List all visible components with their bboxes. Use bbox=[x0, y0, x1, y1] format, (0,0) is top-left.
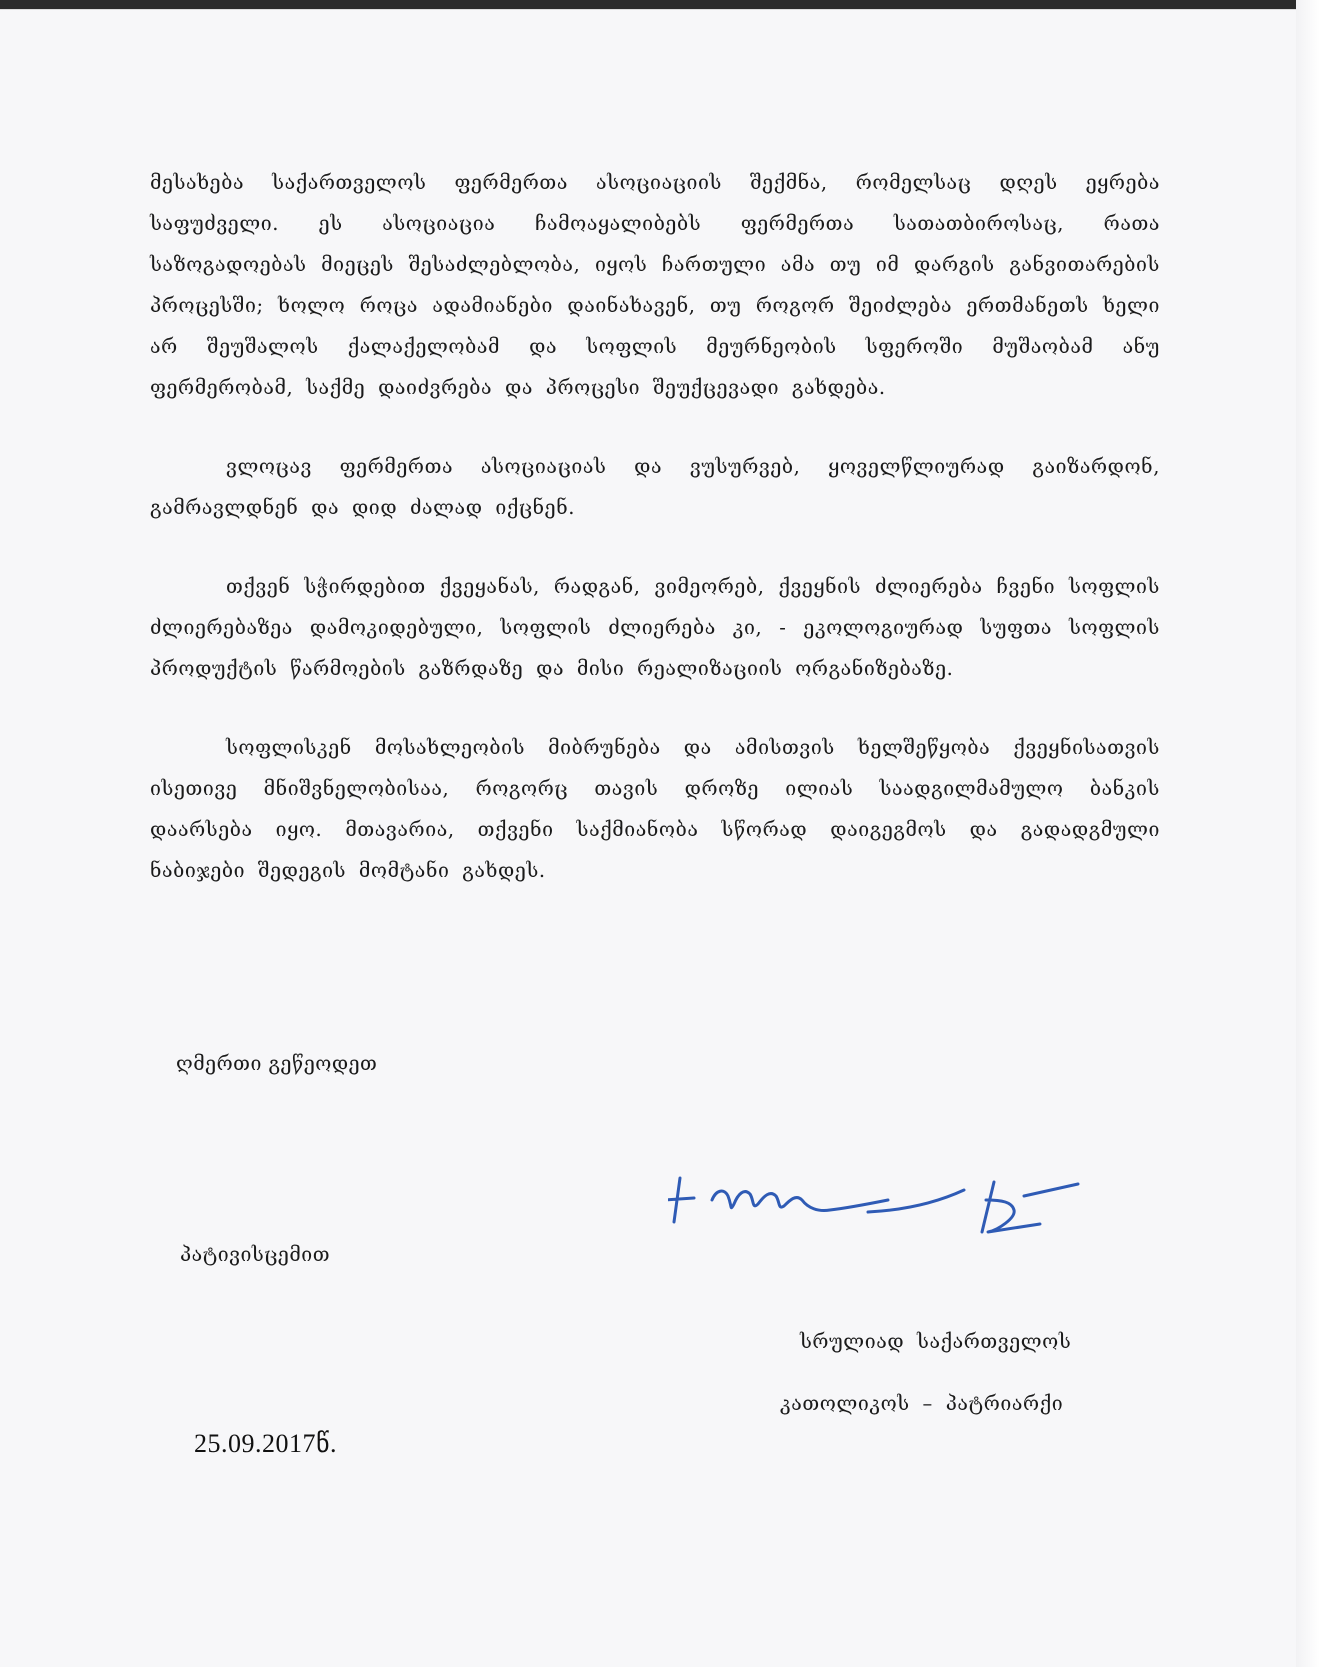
letter-date: 25.09.2017წ. bbox=[194, 1429, 337, 1458]
signature-scribble bbox=[712, 1191, 888, 1210]
blessing-line: ღმერთი გეწეოდეთ bbox=[176, 1052, 378, 1075]
page-edge bbox=[1296, 0, 1320, 1667]
paragraph-1: მესახება საქართველოს ფერმერთა ასოციაციის შექმნა, რომელსაც დღეს ეყრება საფუძველი. ეს ასოციაცია ჩამოაყალიბებს ფერმერთა სათათბიროსაც, რათა საზოგადოებას მიეცეს შესაძლებლობა, იყოს ჩართული ამა თუ იმ დარგის განვითარების პროცესში; ხოლო როცა ადამიანები დაინახავენ, თუ როგორ შეიძლება ერთმანეთს ხელი არ შეუშალოს ქალაქელობამ და სოფლის მეურნეობის სფეროში მუშაობამ ანუ ფერმერობამ, საქმე დაიძვრება და პროცესი შეუქცევადი გახდება. bbox=[150, 171, 1160, 399]
signer-title-line-1: სრულიად საქართველოს bbox=[800, 1330, 1072, 1353]
letter-body bbox=[150, 162, 1160, 929]
signature-cross bbox=[668, 1178, 694, 1222]
signature-dash bbox=[1024, 1184, 1078, 1196]
respect-closing: პატივისცემით bbox=[180, 1243, 330, 1266]
signature-strokes bbox=[668, 1178, 1078, 1232]
paragraph-4: სოფლისკენ მოსახლეობის მიბრუნება და ამისთვის ხელშეწყობა ქვეყნისათვის ისეთივე მნიშვნელობისაა, როგორც თავის დროზე ილიას საადგილმამულო ბანკის დაარსება იყო. მთავარია, თქვენი საქმიანობა სწორად დაიგეგმოს და გადადგმული ნაბიჯები შედეგის მომტანი გახდეს. bbox=[150, 736, 1160, 882]
paragraph-3: თქვენ სჭირდებით ქვეყანას, რადგან, ვიმეორებ, ქვეყნის ძლიერება ჩვენი სოფლის ძლიერებაზეა დამოკიდებული, სოფლის ძლიერება კი, - ეკოლოგიურად სუფთა სოფლის პროდუქტის წარმოების გაზრდაზე და მისი რეალიზაციის ორგანიზებაზე. bbox=[150, 575, 1160, 680]
handwritten-signature bbox=[668, 1160, 1108, 1250]
paragraph-2: ვლოცავ ფერმერთა ასოციაციას და ვუსურვებ, ყოველწლიურად გაიზარდონ, გამრავლდნენ და დიდ ძალად იქცნენ. bbox=[150, 455, 1160, 519]
signer-title-line-2: კათოლიკოს – პატრიარქი bbox=[780, 1392, 1064, 1415]
signature-mark bbox=[982, 1182, 1040, 1232]
